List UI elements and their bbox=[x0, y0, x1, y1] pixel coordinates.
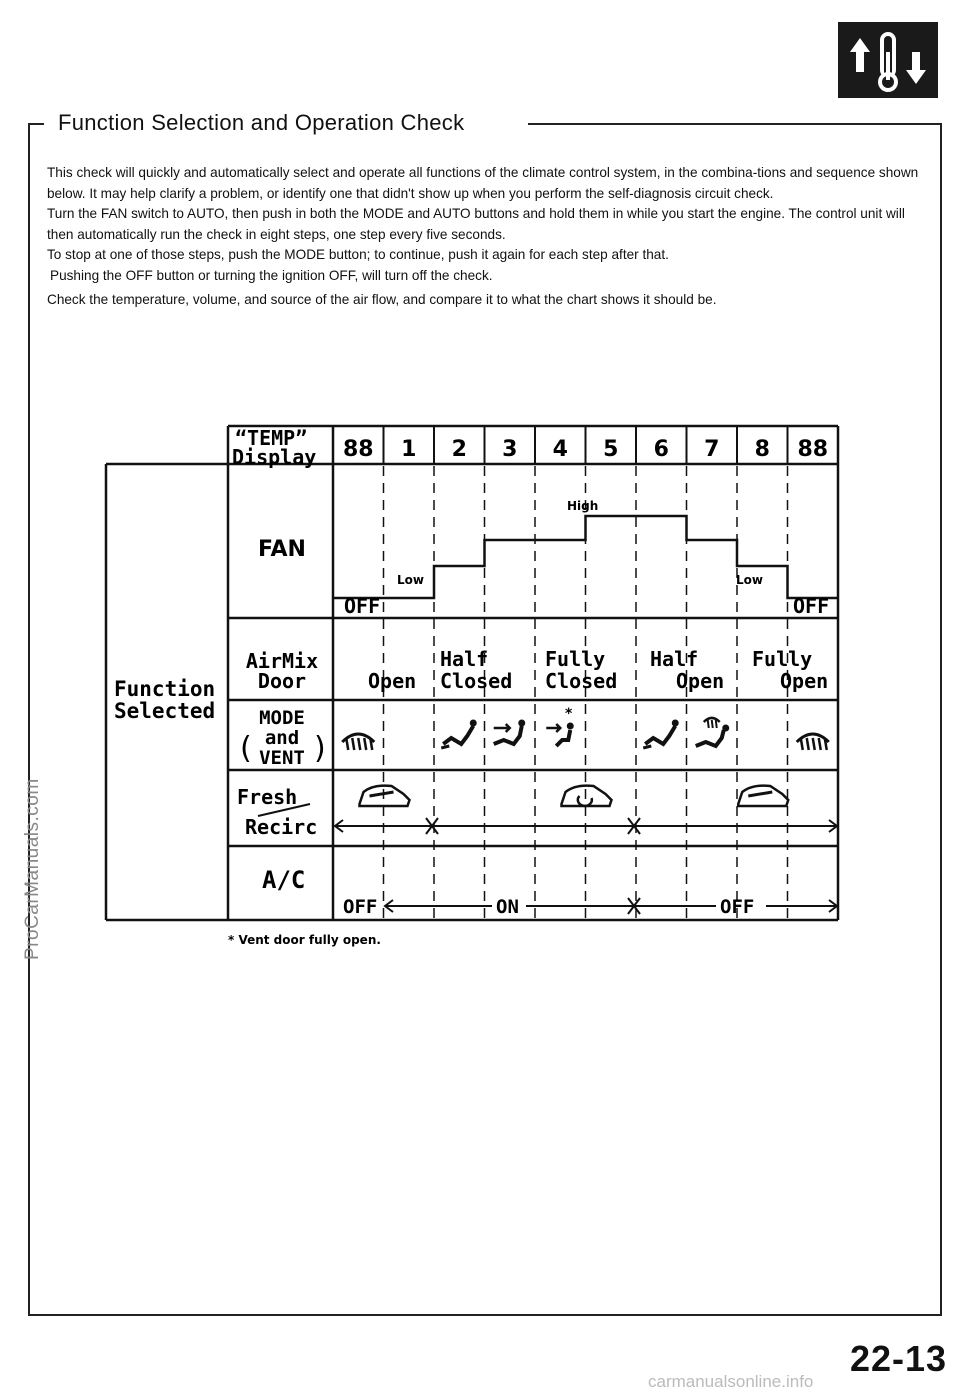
step-label: 6 bbox=[653, 437, 669, 462]
fresh-label: Fresh bbox=[237, 785, 298, 809]
function-label: Function bbox=[114, 677, 216, 701]
step-label: 88 bbox=[342, 437, 374, 462]
airmix-open: Open bbox=[676, 669, 725, 693]
heat-foot-icon bbox=[643, 720, 679, 749]
fan-low-left: Low bbox=[397, 573, 424, 587]
intro-paragraph: Turn the FAN switch to AUTO, then push in both the MODE and AUTO buttons and hold them in while you start the engine. The control unit will then automatically run the check in eight steps, one step every five seconds. bbox=[47, 206, 905, 242]
vent-face-icon bbox=[546, 723, 574, 747]
step-label: 5 bbox=[603, 437, 619, 462]
intro-text bbox=[47, 163, 923, 311]
watermark: ProCarManuals.com bbox=[22, 778, 43, 960]
step-label: 2 bbox=[451, 437, 467, 462]
step-label: 88 bbox=[797, 437, 829, 462]
fan-label: FAN bbox=[258, 537, 306, 562]
selected-label: Selected bbox=[114, 699, 216, 723]
vent-label: VENT bbox=[259, 747, 305, 769]
footer-site: carmanualsonline.info bbox=[648, 1372, 814, 1391]
airmix-label: AirMix bbox=[245, 649, 319, 673]
climate-control-icon bbox=[838, 22, 938, 98]
fan-off-right: OFF bbox=[793, 594, 830, 618]
door-label: Door bbox=[257, 669, 307, 693]
paren-right: ) bbox=[314, 731, 326, 766]
airmix-open: Open bbox=[780, 669, 829, 693]
display-label: Display bbox=[232, 445, 317, 469]
defrost-icon bbox=[342, 734, 374, 750]
step-label: 7 bbox=[704, 437, 720, 462]
intro-paragraph: Pushing the OFF button or turning the ignition OFF, will turn off the check. bbox=[50, 267, 493, 283]
step-label: 8 bbox=[754, 437, 770, 462]
airmix-half: Half bbox=[440, 647, 489, 671]
step-label: 1 bbox=[401, 437, 417, 462]
ac-off-left: OFF bbox=[343, 896, 378, 918]
function-check-chart bbox=[100, 418, 845, 963]
paren-left: ( bbox=[240, 731, 252, 766]
defrost-icon bbox=[797, 734, 829, 750]
heat-foot-icon bbox=[441, 720, 477, 749]
intro-paragraph: To stop at one of those steps, push the MODE button; to continue, push it again for each step after that. bbox=[47, 247, 669, 262]
ac-on: ON bbox=[496, 896, 519, 918]
intro-paragraph: Check the temperature, volume, and source of the air flow, and compare it to what the chart shows it should be. bbox=[47, 292, 717, 307]
airmix-closed: Closed bbox=[545, 669, 618, 693]
airmix-half: Half bbox=[650, 647, 699, 671]
ac-label: A/C bbox=[262, 866, 306, 894]
and-label: and bbox=[264, 727, 300, 749]
airmix-fully: Fully bbox=[752, 647, 813, 671]
airmix-closed: Closed bbox=[440, 669, 513, 693]
heat-defrost-icon bbox=[696, 718, 730, 746]
fan-high: High bbox=[567, 499, 599, 513]
mode-label: MODE bbox=[259, 707, 305, 729]
fan-off-left: OFF bbox=[344, 594, 381, 618]
temp-label: “TEMP” bbox=[235, 426, 308, 450]
step-label: 4 bbox=[552, 437, 568, 462]
page-number: 22-13 bbox=[850, 1338, 948, 1379]
fan-low-right: Low bbox=[736, 573, 763, 587]
intro-paragraph: This check will quickly and automatically select and operate all functions of the climate control system, in the combina-tions and sequence shown below. It may help clarify a problem, or identify one that didn't show up when you perform the self-diagnosis circuit check. bbox=[47, 165, 919, 201]
recirc-label: Recirc bbox=[245, 815, 318, 839]
vent-star: * bbox=[565, 706, 573, 722]
footnote: * Vent door fully open. bbox=[228, 933, 381, 947]
recirc-air-icon bbox=[562, 786, 612, 806]
fresh-air-icon bbox=[738, 786, 788, 806]
ac-off-right: OFF bbox=[720, 896, 755, 918]
airmix-fully: Fully bbox=[545, 647, 606, 671]
airmix-open: Open bbox=[368, 669, 417, 693]
step-label: 3 bbox=[502, 437, 518, 462]
section-title: Function Selection and Operation Check bbox=[58, 110, 465, 135]
fresh-air-icon bbox=[360, 786, 410, 806]
bi-level-icon bbox=[494, 720, 526, 745]
